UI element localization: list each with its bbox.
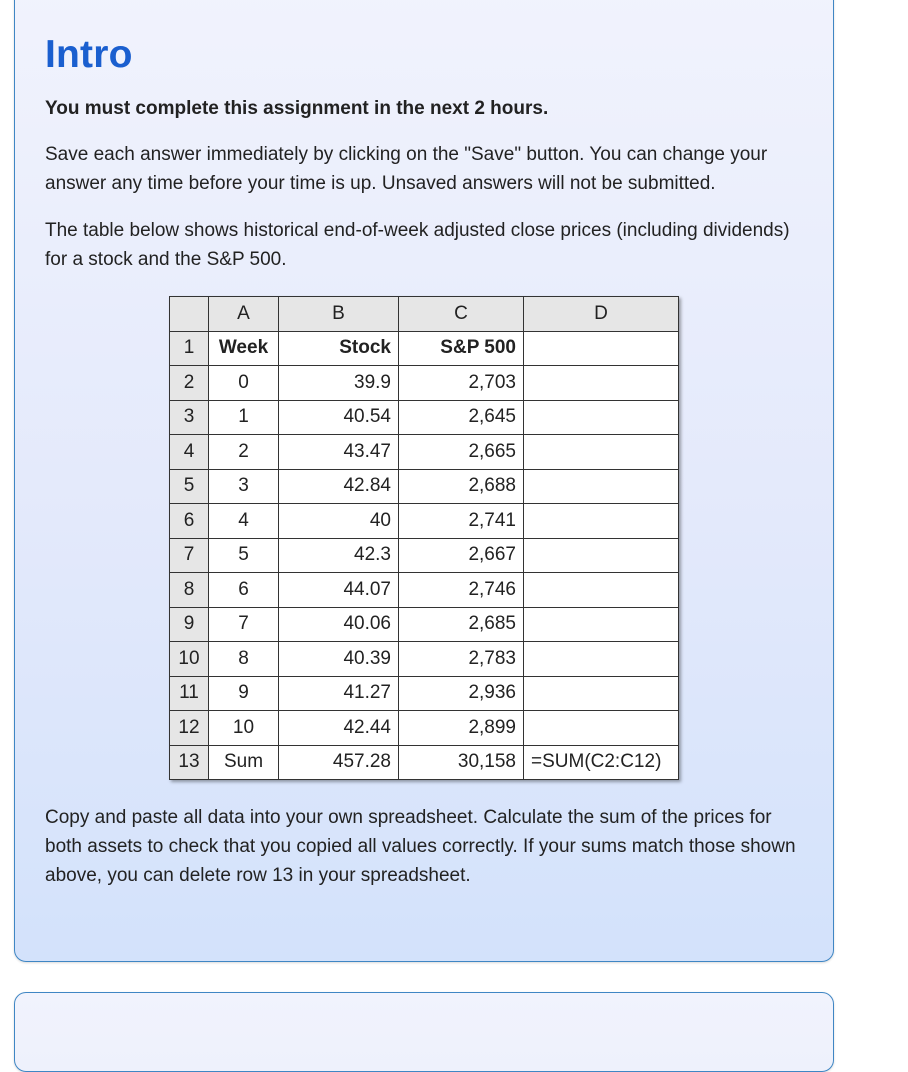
column-header-b: B — [279, 297, 399, 332]
cell-a: 3 — [209, 469, 279, 504]
cell-a: Week — [209, 331, 279, 366]
cell-d — [524, 469, 679, 504]
column-header-row — [170, 297, 679, 332]
table-row — [170, 745, 679, 780]
column-header-a: A — [209, 297, 279, 332]
cell-a: 10 — [209, 711, 279, 746]
cell-d — [524, 435, 679, 470]
cell-c: 2,685 — [399, 607, 524, 642]
save-instructions: Save each answer immediately by clicking on the "Save" button. You can change your answer any time before your time is up. Unsaved answers will not be submitted. — [45, 144, 768, 194]
cell-d — [524, 538, 679, 573]
cell-b: 43.47 — [279, 435, 399, 470]
time-limit-notice: You must complete this assignment in the next 2 hours. — [45, 98, 549, 119]
table-row — [170, 676, 679, 711]
table-row — [170, 366, 679, 401]
cell-a: 0 — [209, 366, 279, 401]
table-row — [170, 331, 679, 366]
cell-a: 9 — [209, 676, 279, 711]
table-row — [170, 538, 679, 573]
cell-b: 42.3 — [279, 538, 399, 573]
corner-cell — [170, 297, 209, 332]
cell-c: 2,899 — [399, 711, 524, 746]
cell-c: 2,645 — [399, 400, 524, 435]
cell-b: 44.07 — [279, 573, 399, 608]
row-number: 12 — [170, 711, 209, 746]
cell-a: 1 — [209, 400, 279, 435]
cell-b: 39.9 — [279, 366, 399, 401]
row-number: 1 — [170, 331, 209, 366]
cell-d — [524, 400, 679, 435]
column-header-d: D — [524, 297, 679, 332]
row-number: 3 — [170, 400, 209, 435]
cell-c: 2,665 — [399, 435, 524, 470]
table-description: The table below shows historical end-of-week adjusted close prices (including dividends) for a stock and the S&P 500. — [45, 220, 790, 270]
row-number: 4 — [170, 435, 209, 470]
cell-b: 42.84 — [279, 469, 399, 504]
cell-d — [524, 504, 679, 539]
cell-d — [524, 331, 679, 366]
table-row — [170, 469, 679, 504]
cell-a: 5 — [209, 538, 279, 573]
cell-c: 2,746 — [399, 573, 524, 608]
price-spreadsheet — [169, 296, 679, 780]
cell-b: 42.44 — [279, 711, 399, 746]
row-number: 5 — [170, 469, 209, 504]
cell-a: 4 — [209, 504, 279, 539]
row-number: 11 — [170, 676, 209, 711]
cell-b: 457.28 — [279, 745, 399, 780]
row-number: 9 — [170, 607, 209, 642]
cell-b: 40 — [279, 504, 399, 539]
cell-a: 2 — [209, 435, 279, 470]
table-row — [170, 435, 679, 470]
table-row — [170, 504, 679, 539]
table-row — [170, 573, 679, 608]
cell-d — [524, 642, 679, 677]
cell-c: 2,688 — [399, 469, 524, 504]
cell-c: 2,741 — [399, 504, 524, 539]
row-number: 10 — [170, 642, 209, 677]
cell-d — [524, 676, 679, 711]
copy-instructions: Copy and paste all data into your own spreadsheet. Calculate the sum of the prices for both assets to check that you copied all values correctly. If your sums match those shown above, you can delete row 13 in your spreadsheet. — [45, 807, 796, 886]
cell-d — [524, 607, 679, 642]
intro-card — [14, 0, 834, 962]
cell-d: =SUM(C2:C12) — [524, 745, 679, 780]
cell-c: 2,703 — [399, 366, 524, 401]
column-header-c: C — [399, 297, 524, 332]
cell-b: 40.06 — [279, 607, 399, 642]
cell-c: 2,667 — [399, 538, 524, 573]
row-number: 13 — [170, 745, 209, 780]
intro-title: Intro — [45, 33, 133, 76]
table-row — [170, 642, 679, 677]
table-row — [170, 711, 679, 746]
cell-d — [524, 366, 679, 401]
row-number: 2 — [170, 366, 209, 401]
cell-c: 2,783 — [399, 642, 524, 677]
cell-c: 2,936 — [399, 676, 524, 711]
cell-a: 7 — [209, 607, 279, 642]
cell-a: 6 — [209, 573, 279, 608]
cell-c: S&P 500 — [399, 331, 524, 366]
cell-d — [524, 711, 679, 746]
row-number: 8 — [170, 573, 209, 608]
next-question-card — [14, 992, 834, 1072]
cell-b: 41.27 — [279, 676, 399, 711]
cell-a: Sum — [209, 745, 279, 780]
cell-d — [524, 573, 679, 608]
row-number: 6 — [170, 504, 209, 539]
table-row — [170, 400, 679, 435]
cell-b: 40.54 — [279, 400, 399, 435]
cell-a: 8 — [209, 642, 279, 677]
cell-b: Stock — [279, 331, 399, 366]
table-row — [170, 607, 679, 642]
cell-b: 40.39 — [279, 642, 399, 677]
row-number: 7 — [170, 538, 209, 573]
cell-c: 30,158 — [399, 745, 524, 780]
